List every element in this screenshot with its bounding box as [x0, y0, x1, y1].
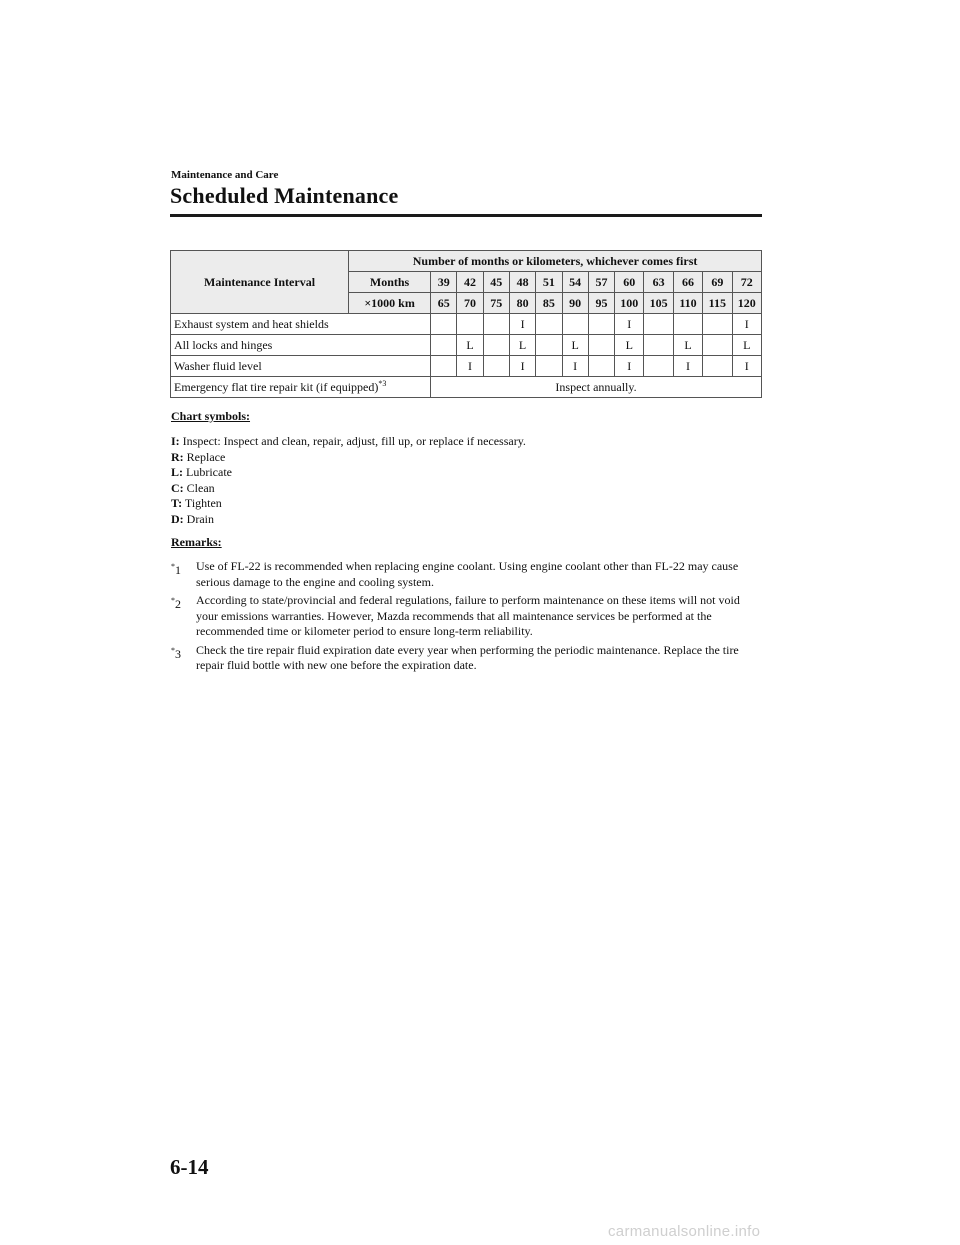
remark-text: Check the tire repair fluid expiration date every year when performing the periodic maintenance. Replace the tire repair fluid bottle with new one before the expiration date. [196, 642, 739, 672]
page-number: 6-14 [170, 1155, 209, 1179]
month-header: 45 [483, 272, 509, 293]
month-header: 51 [536, 272, 562, 293]
month-header: 63 [644, 272, 673, 293]
symbol-key: L: [171, 465, 183, 479]
schedule-cell [536, 356, 562, 377]
schedule-cell [536, 335, 562, 356]
symbol-text: Drain [186, 511, 214, 526]
km-header: 120 [732, 293, 762, 314]
maintenance-item [171, 377, 431, 398]
schedule-cell: I [509, 356, 535, 377]
remark-text: Use of FL-22 is recommended when replacing engine coolant. Using engine coolant other than FL-22 may cause serious damage to the engine and cooling system. [196, 559, 739, 589]
symbol-item [171, 481, 526, 497]
km-label: ×1000 km [349, 293, 431, 314]
symbol-text: Lubricate [186, 465, 232, 479]
km-header: 85 [536, 293, 562, 314]
symbol-key: R: [171, 449, 184, 464]
km-header: 110 [673, 293, 702, 314]
month-header: 72 [732, 272, 762, 293]
symbol-key: D: [171, 511, 184, 526]
remarks-list [171, 559, 761, 677]
schedule-cell [644, 335, 673, 356]
symbol-text: Tighten [184, 496, 222, 510]
remark-mark: * [171, 596, 175, 605]
maintenance-interval-header: Maintenance Interval [171, 251, 349, 314]
symbol-item [171, 450, 526, 466]
schedule-cell [457, 314, 483, 335]
remark-mark: * [171, 562, 175, 571]
symbol-text: Inspect: Inspect and clean, repair, adjust, fill up, or replace if necessary. [182, 434, 526, 448]
interval-span-header: Number of months or kilometers, whichever comes first [349, 251, 762, 272]
month-header: 57 [588, 272, 614, 293]
schedule-note: Inspect annually. [431, 377, 762, 398]
schedule-cell [703, 335, 732, 356]
month-header: 39 [431, 272, 457, 293]
page-title: Scheduled Maintenance [170, 183, 399, 208]
km-header: 75 [483, 293, 509, 314]
schedule-cell [703, 356, 732, 377]
schedule-cell [483, 314, 509, 335]
remark-index: 1 [175, 563, 181, 577]
km-header: 90 [562, 293, 588, 314]
schedule-cell [483, 335, 509, 356]
schedule-cell: I [732, 314, 762, 335]
km-header: 100 [615, 293, 644, 314]
remark-item [171, 559, 761, 590]
schedule-cell [562, 314, 588, 335]
schedule-cell: L [457, 335, 483, 356]
table-row [171, 314, 762, 335]
remark-item [171, 643, 761, 674]
chart-symbols-heading: Chart symbols: [171, 409, 251, 423]
table-row [171, 356, 762, 377]
remarks-heading: Remarks: [171, 535, 222, 549]
month-header: 66 [673, 272, 702, 293]
schedule-cell: I [562, 356, 588, 377]
remark-index: 2 [175, 597, 181, 611]
schedule-cell: L [673, 335, 702, 356]
schedule-cell: I [732, 356, 762, 377]
remark-number [171, 643, 181, 663]
schedule-cell [483, 356, 509, 377]
schedule-cell: L [562, 335, 588, 356]
schedule-cell [703, 314, 732, 335]
symbol-item [171, 512, 526, 528]
symbol-item [171, 434, 526, 450]
schedule-cell [644, 314, 673, 335]
schedule-cell: L [615, 335, 644, 356]
maintenance-item: Washer fluid level [171, 356, 431, 377]
title-divider [170, 214, 762, 217]
schedule-cell [644, 356, 673, 377]
maintenance-item: All locks and hinges [171, 335, 431, 356]
schedule-cell: L [509, 335, 535, 356]
maintenance-schedule-table [170, 250, 762, 398]
remark-mark: * [171, 645, 175, 655]
symbol-key: C: [171, 480, 184, 495]
schedule-cell [588, 314, 614, 335]
month-header: 60 [615, 272, 644, 293]
remark-number [171, 559, 181, 579]
remark-index: 3 [175, 646, 181, 661]
schedule-cell [673, 314, 702, 335]
footnote-ref: *3 [378, 379, 387, 388]
schedule-cell [588, 356, 614, 377]
km-header: 95 [588, 293, 614, 314]
schedule-cell [431, 356, 457, 377]
km-header: 115 [703, 293, 732, 314]
maintenance-item-label: Emergency flat tire repair kit (if equipped) [174, 380, 379, 394]
symbol-key: I: [171, 434, 180, 448]
section-label: Maintenance and Care [171, 169, 279, 181]
schedule-cell: I [509, 314, 535, 335]
schedule-cell: L [732, 335, 762, 356]
table-row [171, 335, 762, 356]
schedule-cell [588, 335, 614, 356]
symbol-text: Clean [186, 480, 215, 495]
schedule-cell [536, 314, 562, 335]
remark-number [171, 593, 181, 613]
schedule-cell: I [673, 356, 702, 377]
schedule-cell: I [615, 356, 644, 377]
schedule-cell [431, 314, 457, 335]
km-header: 80 [509, 293, 535, 314]
remark-text: According to state/provincial and federal regulations, failure to perform maintenance on these items will not void your emissions warranties. However, Mazda recommends that all maintenance services be performed at the recommended time or kilometer period to ensure long-term reliability. [196, 593, 740, 638]
symbol-item [171, 496, 526, 512]
month-header: 54 [562, 272, 588, 293]
chart-symbols-list [171, 434, 526, 527]
maintenance-item: Exhaust system and heat shields [171, 314, 431, 335]
symbol-text: Replace [186, 449, 226, 464]
month-header: 42 [457, 272, 483, 293]
remark-item [171, 593, 761, 640]
symbol-item [171, 465, 526, 481]
table-row [171, 377, 762, 398]
schedule-cell: I [615, 314, 644, 335]
month-header: 69 [703, 272, 732, 293]
schedule-cell: I [457, 356, 483, 377]
km-header: 65 [431, 293, 457, 314]
watermark: carmanualsonline.info [608, 1223, 761, 1240]
schedule-cell [431, 335, 457, 356]
symbol-key: T: [171, 496, 183, 510]
km-header: 70 [457, 293, 483, 314]
km-header: 105 [644, 293, 673, 314]
month-header: 48 [509, 272, 535, 293]
months-label: Months [349, 272, 431, 293]
